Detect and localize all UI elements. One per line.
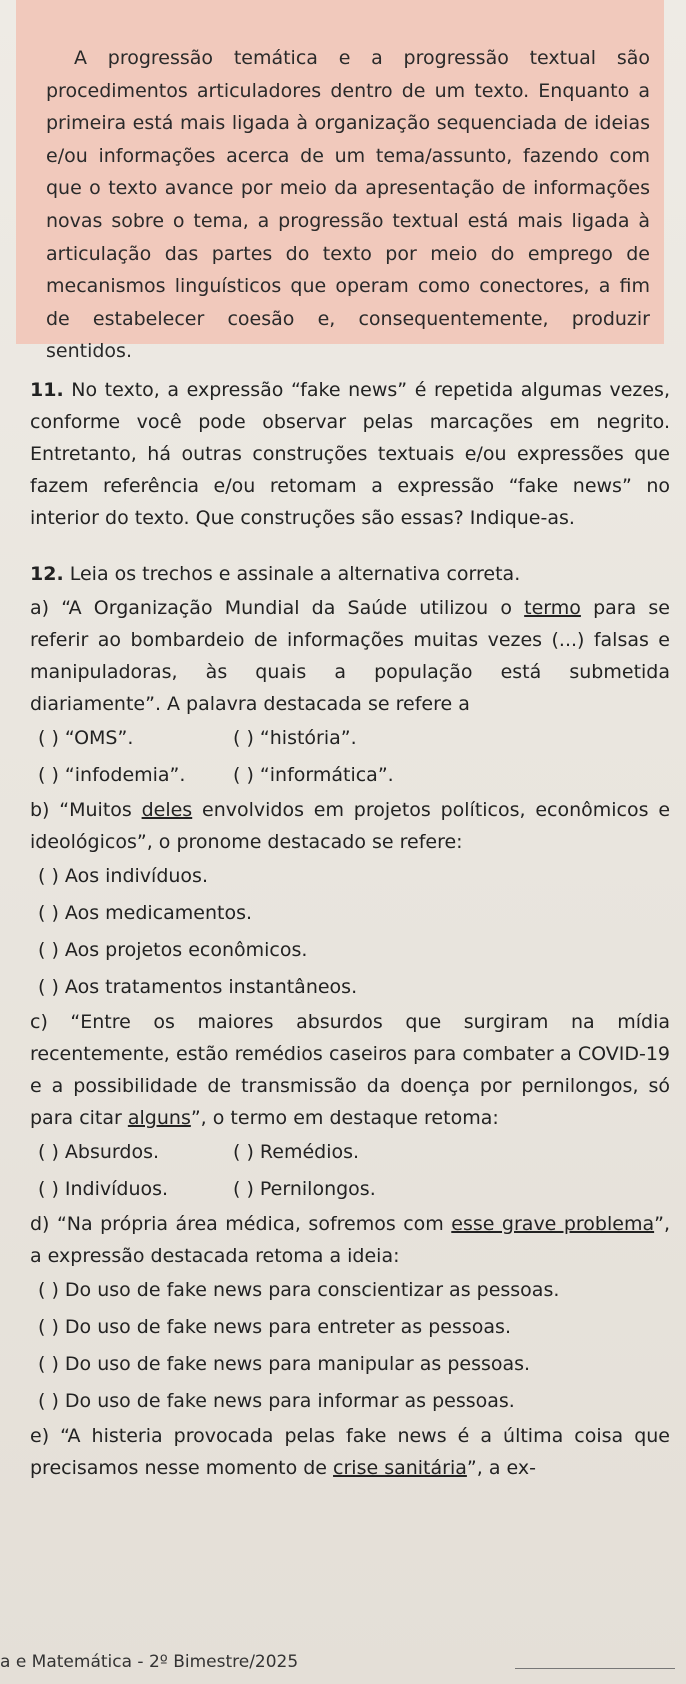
- question-12-number: 12.: [30, 563, 64, 585]
- item-e-pre: e) “A histeria provocada pelas fake news é a última coisa que precisamos nesse momento de: [30, 1425, 670, 1479]
- item-b-option-1[interactable]: ( ) Aos indivíduos.: [38, 865, 208, 887]
- item-c-option-2[interactable]: ( ) Remédios.: [233, 1141, 360, 1163]
- item-c-term: alguns: [127, 1107, 191, 1129]
- item-c-option-1[interactable]: ( ) Absurdos.: [38, 1141, 160, 1163]
- item-c-post: ”, o termo em destaque retoma:: [190, 1107, 499, 1129]
- item-c-option-4[interactable]: ( ) Pernilongos.: [233, 1178, 376, 1200]
- item-e-term: crise sanitária: [333, 1457, 467, 1479]
- item-b-option-4[interactable]: ( ) Aos tratamentos instantâneos.: [38, 976, 358, 998]
- item-a-term: termo: [524, 597, 581, 619]
- question-12-text: Leia os trechos e assinale a alternativa correta.: [69, 563, 521, 585]
- item-a-option-2[interactable]: ( ) “história”.: [233, 727, 357, 749]
- item-a-option-1[interactable]: ( ) “OMS”.: [38, 727, 134, 749]
- item-d-pre: d) “Na própria área médica, sofremos com: [30, 1213, 452, 1235]
- item-e-post: ”, a ex-: [466, 1457, 536, 1479]
- item-b-post: envolvidos em projetos políticos, econômicos e ideológicos”, o pronome destacado se refere:: [30, 799, 671, 853]
- item-b-pre: b) “Muitos: [30, 799, 142, 821]
- item-c-option-3[interactable]: ( ) Indivíduos.: [38, 1178, 169, 1200]
- item-a-option-3[interactable]: ( ) “infodemia”.: [38, 764, 186, 786]
- item-a-post: para se referir ao bombardeio de informações muitas vezes (...) falsas e manipuladoras, às quais a população está submetida diariamente”. A palavra destacada se refere a: [30, 597, 670, 715]
- item-d-option-2[interactable]: ( ) Do uso de fake news para entreter as pessoas.: [38, 1316, 511, 1338]
- item-a-option-4[interactable]: ( ) “informática”.: [233, 764, 394, 786]
- item-d-option-4[interactable]: ( ) Do uso de fake news para informar as pessoas.: [38, 1390, 515, 1412]
- footer-line: [515, 1668, 675, 1669]
- item-e-text: [30, 1420, 670, 1484]
- item-d-option-1[interactable]: ( ) Do uso de fake news para conscientizar as pessoas.: [38, 1279, 560, 1301]
- questions: [30, 374, 670, 1484]
- intro-text: A progressão temática e a progressão textual são procedimentos articuladores dentro de um texto. Enquanto a primeira está mais ligada à organização sequenciada de ideias e/ou informações acerca de um tema/assunto, fazendo com que o texto avance por meio da apresentação de informações novas sobre o tema, a progressão textual está mais ligada à articulação das partes do texto por meio do emprego de mecanismos linguísticos que operam como conectores, a fim de estabelecer coesão e, consequentemente, produzir sentidos.: [46, 47, 650, 363]
- question-12: [30, 558, 670, 590]
- item-b-text: [30, 794, 670, 858]
- item-c-text: [30, 1006, 670, 1134]
- question-11-text: No texto, a expressão “fake news” é repetida algumas vezes, conforme você pode observar pelas marcações em negrito. Entretanto, há outras construções textuais e/ou expressões que fazem referência e/ou retomam a expressão “fake news” no interior do texto. Que construções são essas? Indique-as.: [30, 379, 670, 529]
- question-11: [30, 374, 670, 534]
- item-b-term: deles: [141, 799, 193, 821]
- item-a-pre: a) “A Organização Mundial da Saúde utilizou o: [30, 597, 525, 619]
- item-d-term: esse grave problema: [451, 1213, 655, 1235]
- page-footer: a e Matemática - 2º Bimestre/2025: [0, 1652, 299, 1672]
- item-d-option-3[interactable]: ( ) Do uso de fake news para manipular as pessoas.: [38, 1353, 531, 1375]
- item-d-text: [30, 1208, 670, 1272]
- item-b-option-2[interactable]: ( ) Aos medicamentos.: [38, 902, 253, 924]
- item-b-option-3[interactable]: ( ) Aos projetos econômicos.: [38, 939, 308, 961]
- intro-box: [16, 0, 664, 363]
- item-d-post: ”, a expressão destacada retoma a ideia:: [30, 1213, 670, 1267]
- item-c-pre: c) “Entre os maiores absurdos que surgiram na mídia recentemente, estão remédios caseiros para combater a COVID-19 e a possibilidade de transmissão da doença por pernilongos, só para citar: [30, 1011, 670, 1129]
- item-a-text: [30, 592, 670, 720]
- question-11-number: 11.: [30, 379, 64, 401]
